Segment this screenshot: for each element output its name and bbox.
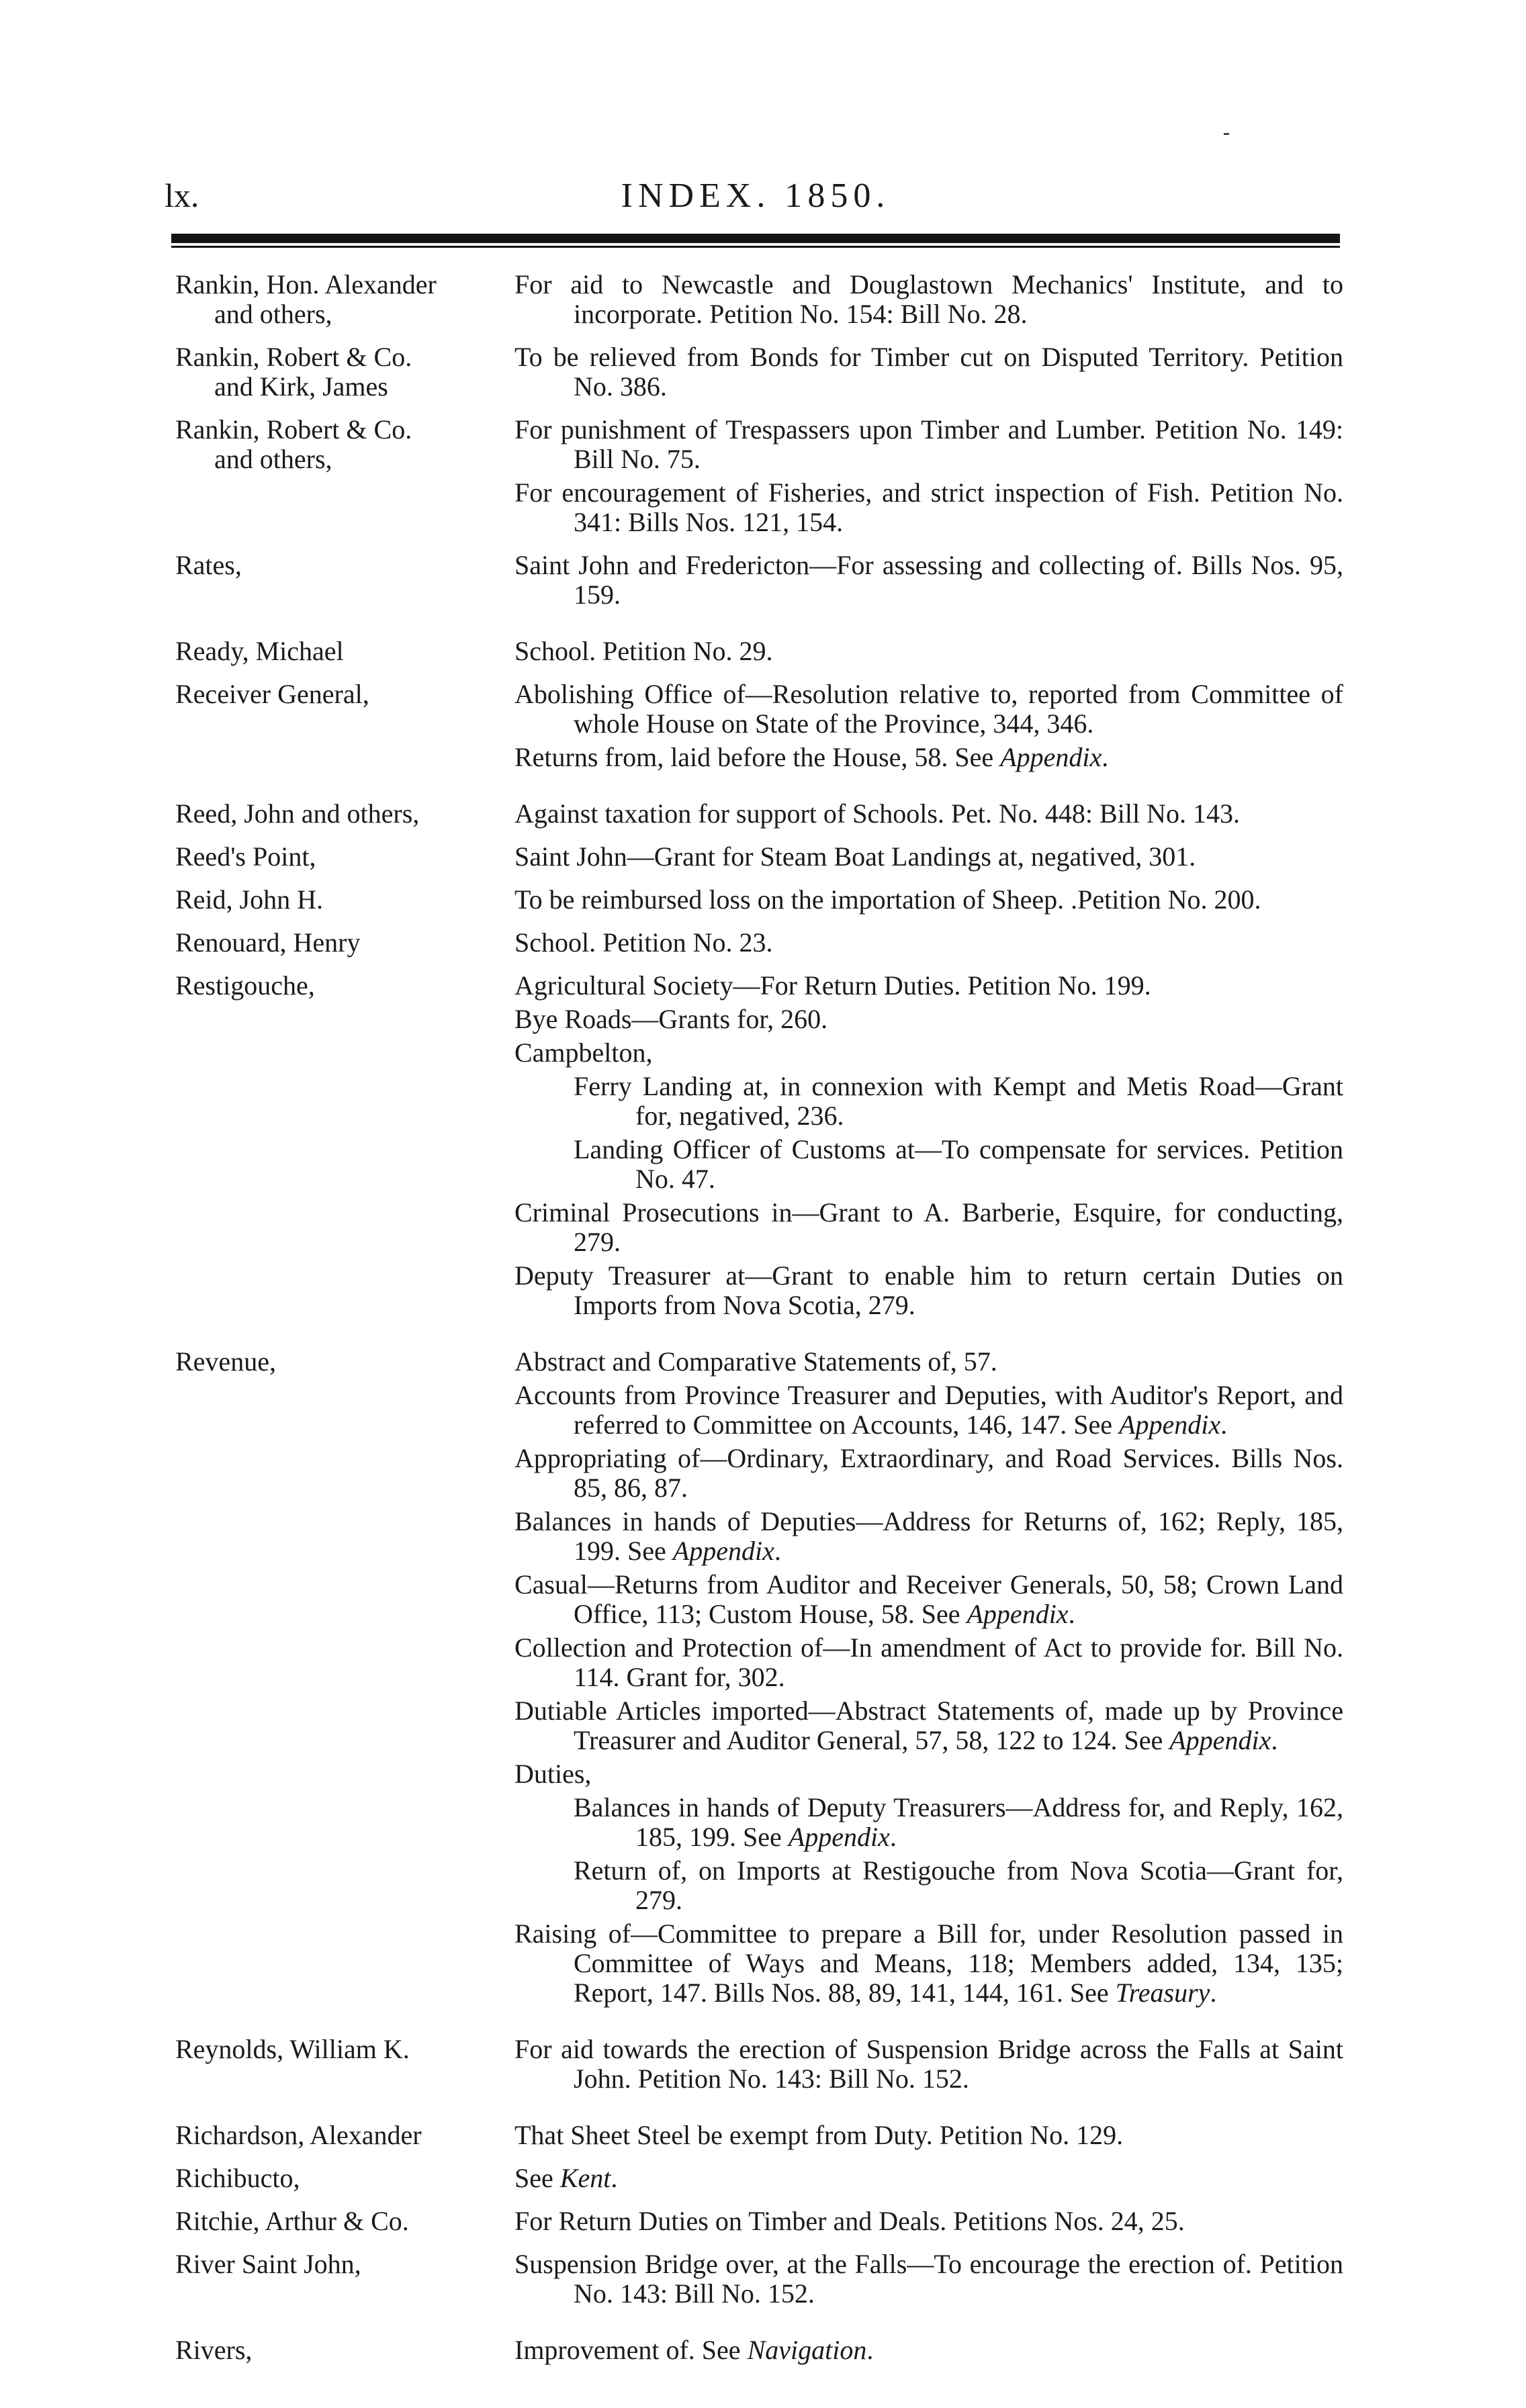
index-entry [171, 2207, 1343, 2240]
entry-description: School. Petition No. 29. [514, 636, 773, 666]
entry-description: For encouragement of Fisheries, and strict inspection of Fish. Petition No. 341: Bills Nos. 121, 154. [514, 477, 1343, 537]
entry-name [171, 885, 514, 919]
entry-descriptions [514, 637, 1343, 670]
entry-name-line: Ritchie, Arthur & Co. [175, 2206, 409, 2236]
entry-description: Balances in hands of Deputy Treasurers—Address for, and Reply, 162, 185, 199. See Appendix. [574, 1792, 1343, 1852]
entry-description: Against taxation for support of Schools. Pet. No. 448: Bill No. 143. [514, 798, 1240, 829]
index-entry [171, 2035, 1343, 2098]
page-number: lx. [165, 177, 199, 214]
entry-description: Campbelton, [514, 1037, 653, 1068]
page-header [165, 176, 1347, 223]
entry-name [171, 971, 514, 1324]
entry-description: Balances in hands of Deputies—Address for Returns of, 162; Reply, 185, 199. See Appendix. [514, 1506, 1343, 1566]
entry-name-line: Reid, John H. [175, 884, 323, 915]
entry-descriptions [514, 270, 1343, 333]
entry-name-line: Reed, John and others, [175, 798, 420, 829]
index-entries [171, 270, 1343, 2378]
entry-descriptions [514, 2164, 1343, 2197]
entry-name-line: Restigouche, [175, 970, 315, 1001]
index-entry [171, 799, 1343, 833]
entry-name [171, 2035, 514, 2098]
entry-name-line: Ready, Michael [175, 636, 344, 666]
entry-name-continuation: and others, [214, 444, 332, 474]
entry-descriptions [514, 2121, 1343, 2154]
entry-name [171, 2121, 514, 2154]
entry-descriptions [514, 971, 1343, 1324]
entry-name-line: Renouard, Henry [175, 927, 361, 958]
entry-description: Appropriating of—Ordinary, Extraordinary, and Road Services. Bills Nos. 85, 86, 87. [514, 1443, 1343, 1503]
index-entry [171, 885, 1343, 919]
entry-description: Returns from, laid before the House, 58. See Appendix. [514, 742, 1109, 772]
index-entry [171, 1347, 1343, 2012]
index-entry [171, 2250, 1343, 2313]
entry-name-line: Rankin, Hon. Alexander [175, 269, 437, 299]
entry-description: For punishment of Trespassers upon Timber and Lumber. Petition No. 149: Bill No. 75. [514, 414, 1343, 474]
entry-description: Abolishing Office of—Resolution relative to, reported from Committee of whole House on State of the Province, 344, 346. [514, 679, 1343, 739]
entry-name-line: Rankin, Robert & Co. [175, 414, 412, 445]
entry-descriptions [514, 842, 1343, 876]
index-entry [171, 2335, 1343, 2369]
index-entry [171, 2164, 1343, 2197]
entry-description: See Kent. [514, 2163, 618, 2193]
entry-name-line: Rankin, Robert & Co. [175, 342, 412, 372]
entry-description: Abstract and Comparative Statements of, 57. [514, 1346, 997, 1377]
entry-description: To be reimbursed loss on the importation of Sheep. .Petition No. 200. [514, 884, 1261, 915]
entry-description: Duties, [514, 1759, 592, 1789]
entry-descriptions [514, 2250, 1343, 2313]
index-entry [171, 637, 1343, 670]
index-entry [171, 971, 1343, 1324]
entry-descriptions [514, 680, 1343, 776]
entry-description: Criminal Prosecutions in—Grant to A. Barberie, Esquire, for conducting, 279. [514, 1197, 1343, 1257]
entry-descriptions [514, 799, 1343, 833]
entry-name [171, 2335, 514, 2369]
entry-name-line: Reynolds, William K. [175, 2034, 410, 2064]
entry-description: Landing Officer of Customs at—To compensate for services. Petition No. 47. [574, 1134, 1343, 1194]
entry-description: Return of, on Imports at Restigouche from Nova Scotia—Grant for, 279. [574, 1855, 1343, 1915]
entry-descriptions [514, 2035, 1343, 2098]
entry-description: To be relieved from Bonds for Timber cut on Disputed Territory. Petition No. 386. [514, 342, 1343, 402]
entry-description: For Return Duties on Timber and Deals. Petitions Nos. 24, 25. [514, 2206, 1185, 2236]
entry-description: Saint John—Grant for Steam Boat Landings at, negatived, 301. [514, 841, 1196, 872]
entry-description: Improvement of. See Navigation. [514, 2335, 874, 2365]
entry-description: For aid to Newcastle and Douglastown Mechanics' Institute, and to incorporate. Petition No. 154: Bill No. 28. [514, 269, 1343, 329]
entry-name-continuation: and others, [214, 299, 332, 329]
entry-name [171, 799, 514, 833]
entry-name-line: Reed's Point, [175, 841, 316, 872]
entry-name-line: Richardson, Alexander [175, 2120, 422, 2150]
entry-description: Raising of—Committee to prepare a Bill for, under Resolution passed in Committee of Ways and Means, 118; Members added, 134, 135; Report, 147. Bills Nos. 88, 89, 141, 144, 161. See Treasury. [514, 1918, 1343, 2008]
entry-description: Bye Roads—Grants for, 260. [514, 1004, 828, 1034]
index-entry [171, 270, 1343, 333]
entry-name [171, 2207, 514, 2240]
entry-description: School. Petition No. 23. [514, 927, 773, 958]
entry-name-line: Revenue, [175, 1346, 276, 1377]
entry-description: For aid towards the erection of Suspension Bridge across the Falls at Saint John. Petition No. 143: Bill No. 152. [514, 2034, 1343, 2094]
entry-description: Deputy Treasurer at—Grant to enable him to return certain Duties on Imports from Nova Scotia, 279. [514, 1260, 1343, 1320]
entry-description: Casual—Returns from Auditor and Receiver Generals, 50, 58; Crown Land Office, 113; Custom House, 58. See Appendix. [514, 1569, 1343, 1629]
entry-name-line: Rivers, [175, 2335, 253, 2365]
entry-name [171, 637, 514, 670]
stray-mark [1224, 133, 1229, 135]
entry-description: Dutiable Articles imported—Abstract Statements of, made up by Province Treasurer and Auditor General, 57, 58, 122 to 124. See Appendix. [514, 1696, 1343, 1755]
entry-descriptions [514, 928, 1343, 962]
entry-descriptions [514, 1347, 1343, 2012]
entry-descriptions [514, 342, 1343, 406]
entry-name-line: Rates, [175, 550, 242, 580]
index-entry [171, 842, 1343, 876]
entry-name [171, 342, 514, 406]
entry-name-line: River Saint John, [175, 2249, 361, 2279]
entry-descriptions [514, 2335, 1343, 2369]
entry-name [171, 928, 514, 962]
index-entry [171, 342, 1343, 406]
entry-description: Agricultural Society—For Return Duties. Petition No. 199. [514, 970, 1151, 1001]
index-entry [171, 551, 1343, 614]
entry-name [171, 1347, 514, 2012]
entry-descriptions [514, 551, 1343, 614]
index-entry [171, 2121, 1343, 2154]
entry-name [171, 270, 514, 333]
entry-description: Accounts from Province Treasurer and Deputies, with Auditor's Report, and referred to Committee on Accounts, 146, 147. See Appendix. [514, 1380, 1343, 1440]
entry-descriptions [514, 885, 1343, 919]
index-entry [171, 928, 1343, 962]
entry-name-continuation: and Kirk, James [214, 371, 388, 402]
page-title: INDEX. 1850. [621, 177, 891, 215]
entry-name [171, 842, 514, 876]
entry-descriptions [514, 2207, 1343, 2240]
entry-description: Saint John and Fredericton—For assessing and collecting of. Bills Nos. 95, 159. [514, 550, 1343, 610]
entry-description: Collection and Protection of—In amendment of Act to provide for. Bill No. 114. Grant for, 302. [514, 1632, 1343, 1692]
header-rule [171, 234, 1340, 243]
entry-descriptions [514, 415, 1343, 541]
entry-name-line: Receiver General, [175, 679, 369, 709]
entry-description: Ferry Landing at, in connexion with Kempt and Metis Road—Grant for, negatived, 236. [574, 1071, 1343, 1131]
entry-name [171, 2164, 514, 2197]
entry-name [171, 680, 514, 776]
entry-name [171, 2250, 514, 2313]
index-entry [171, 680, 1343, 776]
entry-name [171, 415, 514, 541]
entry-name-line: Richibucto, [175, 2163, 300, 2193]
entry-description: That Sheet Steel be exempt from Duty. Petition No. 129. [514, 2120, 1124, 2150]
entry-name [171, 551, 514, 614]
entry-description: Suspension Bridge over, at the Falls—To encourage the erection of. Petition No. 143: Bill No. 152. [514, 2249, 1343, 2309]
index-entry [171, 415, 1343, 541]
